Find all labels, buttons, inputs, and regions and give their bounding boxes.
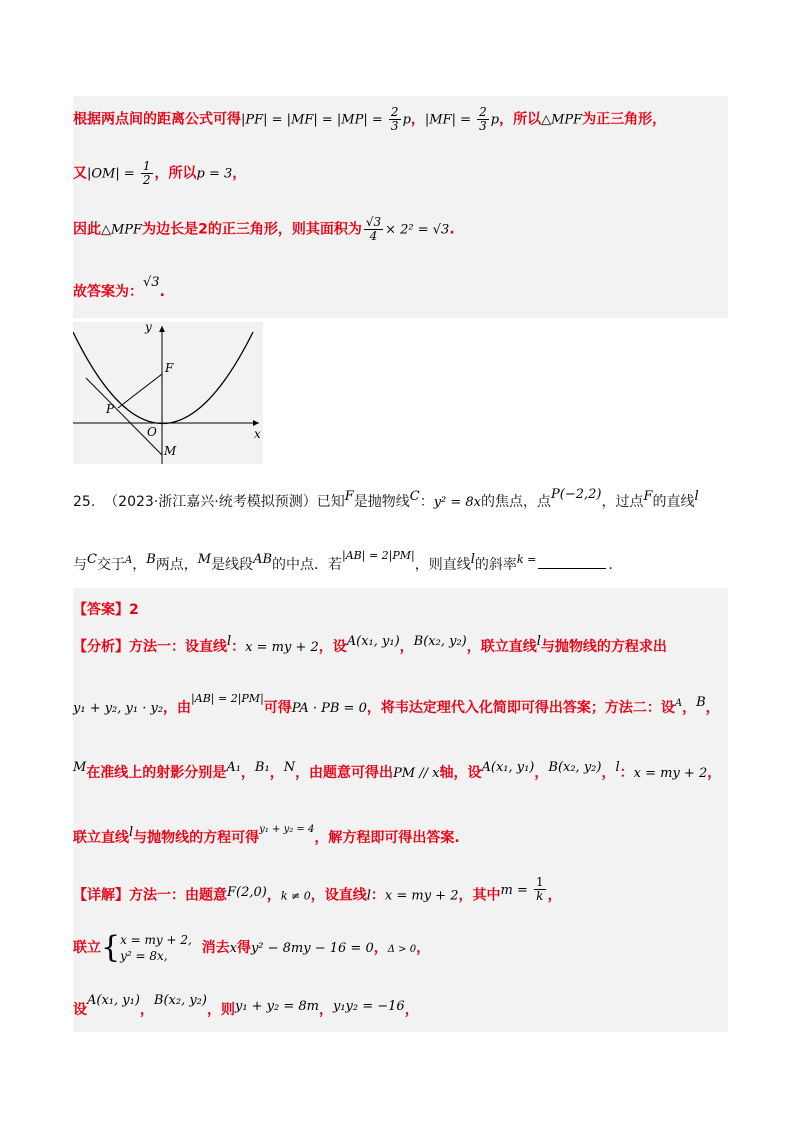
question-line-2: 与C交于$^A$，B两点，M是线段AB的中点．若$^{|AB| = 2|PM|}$，则直线l的斜率$^{k =}$ . [73, 549, 613, 573]
fraction: $\frac{2}{3}$ [479, 105, 487, 133]
parabola-curve [73, 332, 253, 424]
detail-line-1: 【详解】方法一：由题意F(2,0)，k ≠ 0，设直线l：x = my + 2，其中m = $\frac{1}{k}$ ， [73, 875, 562, 904]
parabola-figure [73, 322, 263, 464]
prev-solution-line-2: 又|OM| = $\frac{1}{2}$ ，所以p = 3， [73, 159, 247, 187]
fraction: $\frac{1}{k}$ [535, 875, 544, 903]
parabola-graph [73, 322, 263, 464]
question-line-1: 25. （2023·浙江嘉兴·统考模拟预测）已知F是抛物线C：y² = 8x的焦点，点P(−2,2)，过点F的直线l [73, 487, 699, 510]
answer-line: 【答案】2 [73, 602, 139, 618]
x-axis-arrow [253, 420, 259, 426]
detail-line-2: 联立{ x = my + 2, y² = 8x, 消去x得y² − 8my − 16 = 0，Δ > 0， [73, 930, 431, 965]
analysis-line-4: 联立直线l与抛物线的方程可得$^{y_1 + y_2 = 4}$，解方程即可得出答案. [73, 824, 460, 846]
prev-solution-line-3: 因此△MPF为边长是2的正三角形，则其面积为 $\frac{√3}{4}$ × 2² = √3. [73, 215, 455, 243]
system-brace: { [101, 930, 121, 965]
label-m: M [164, 444, 177, 458]
fraction: $\frac{√3}{4}$ [365, 215, 382, 243]
answer-blank [538, 568, 606, 569]
label-p: P [106, 402, 115, 416]
prev-solution-line-1: 根据两点间的距离公式可得|PF| = |MF| = |MP| = $\frac{2}{3}$ p，|MF| = $\frac{2}{3}$ p，所以△MPF为正三角形， [73, 105, 667, 133]
y-axis-arrow [159, 326, 165, 332]
label-o: O [147, 425, 157, 439]
detail-line-3: 设A(x₁, y₁)，B(x₂, y₂)，则y₁ + y₂ = 8m，y₁y₂ = −16， [73, 993, 419, 1018]
label-f: F [165, 361, 174, 375]
analysis-line-1: 【分析】方法一：设直线l：x = my + 2，设A(x₁, y₁)，B(x₂, y₂)，联立直线l与抛物线的方程求出 [73, 634, 667, 655]
equation-system: x = my + 2, y² = 8x, [120, 933, 192, 963]
analysis-line-3: M在准线上的射影分别是A₁，B₁，N，由题意可得出PM // x轴，设A(x₁, y₁)，B(x₂, y₂)，l：x = my + 2， [73, 760, 722, 781]
fraction: $\frac{1}{2}$ [142, 159, 151, 187]
segment-pf [118, 374, 162, 408]
fraction: $\frac{2}{3}$ [390, 105, 399, 133]
tangent-line [86, 378, 162, 455]
analysis-line-2: y₁ + y₂, y₁ · y₂，由$^{|AB| = 2|PM|}$可得PA · PB = 0，将韦达定理代入化简即可得出答案；方法二：设$^A$，B， [73, 692, 720, 716]
prev-solution-line-4: 故答案为：√3. [73, 275, 165, 300]
label-x: x [254, 427, 261, 441]
label-y: y [145, 322, 152, 334]
